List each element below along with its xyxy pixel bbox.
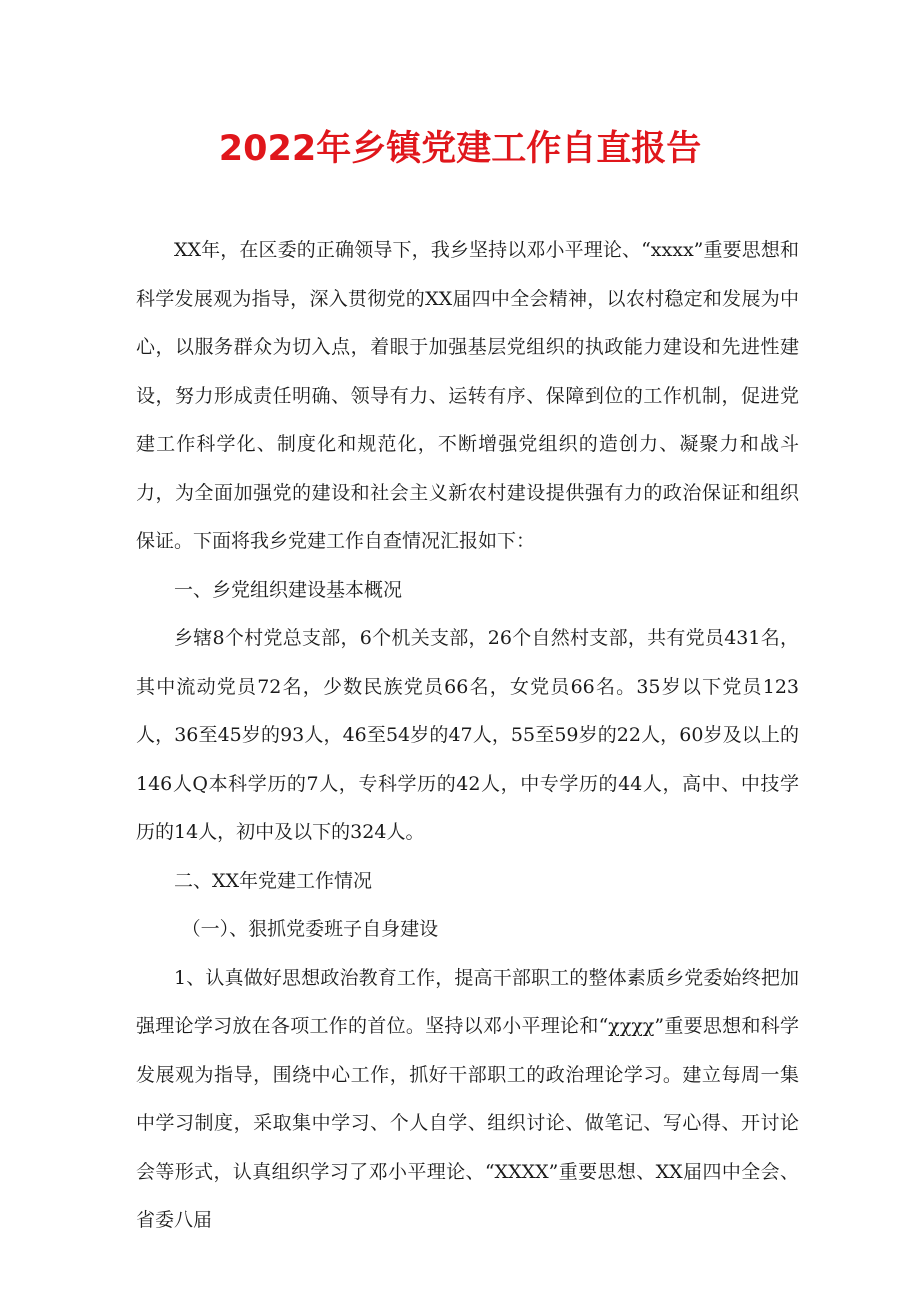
paragraph-overview: 乡辖8个村党总支部，6个机关支部，26个自然村支部，共有党员431名，其中流动党员72名，少数民族党员66名，女党员66名。35岁以下党员123人，36至45岁的93人，46至54岁的47人，55至59岁的22人，60岁及以上的146人Q本科学历的7人，专科学历的42人，中专学历的44人，高中、中技学历的14人，初中及以下的324人。 <box>136 627 799 843</box>
paragraph-intro: XX年，在区委的正确领导下，我乡坚持以邓小平理论、“xxxx”重要思想和科学发展观为指导，深入贯彻党的XX届四中全会精神，以农村稳定和发展为中心，以服务群众为切入点，着眼于加强基层党组织的执政能力建设和先进性建设，努力形成责任明确、领导有力、运转有序、保障到位的工作机制，促进党建工作科学化、制度化和规范化，不断增强党组织的造创力、凝聚力和战斗力，为全面加强党的建设和社会主义新农村建设提供强有力的政治保证和组织保证。下面将我乡党建工作自查情况汇报如下： <box>136 239 799 552</box>
subsection-heading-1: （一）、狠抓党委班子自身建设 <box>181 918 439 940</box>
document-body <box>136 226 799 1245</box>
paragraph-item-1: 1、认真做好思想政治教育工作，提高干部职工的整体素质乡党委始终把加强理论学习放在各项工作的首位。坚持以邓小平理论和“χχχχ”重要思想和科学发展观为指导，围绕中心工作，抓好干部职工的政治理论学习。建立每周一集中学习制度，采取集中学习、个人自学、组织讨论、做笔记、写心得、开讨论会等形式，认真组织学习了邓小平理论、“XXXX”重要思想、XX届四中全会、省委八届 <box>136 966 799 1231</box>
document-title: 2022年乡镇党建工作自直报告 <box>218 129 702 169</box>
section-heading-1: 一、乡党组织建设基本概况 <box>174 578 403 601</box>
section-heading-2: 二、XX年党建工作情况 <box>174 869 373 892</box>
